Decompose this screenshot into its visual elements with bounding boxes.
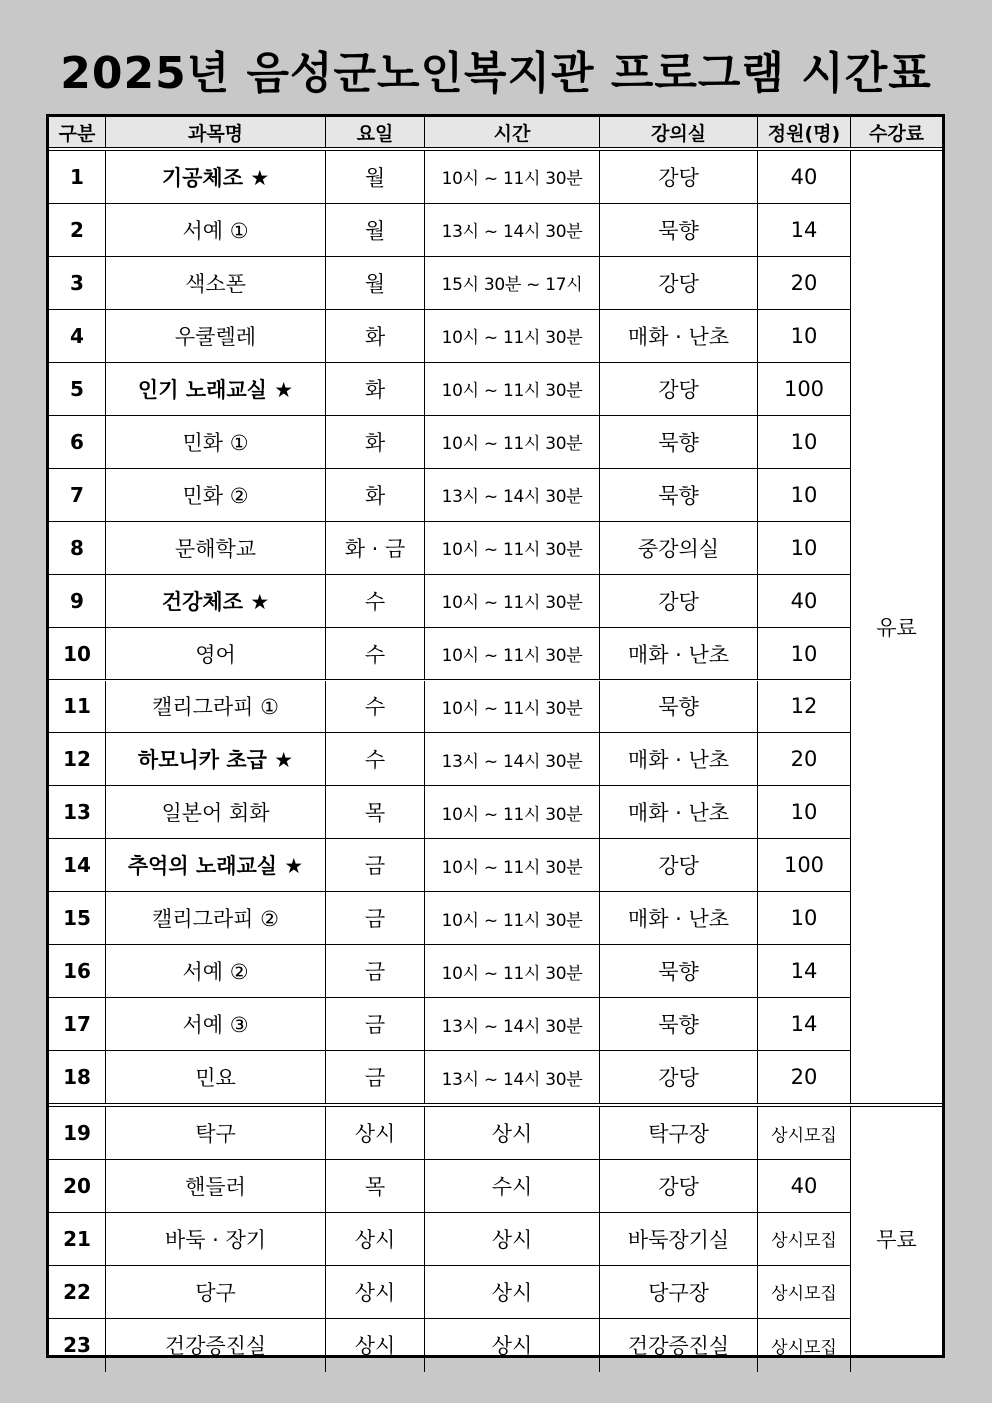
row-room: 매화 · 난초 bbox=[600, 733, 758, 786]
row-day: 금 bbox=[326, 998, 425, 1051]
row-no: 7 bbox=[49, 469, 106, 522]
row-subject: 캘리그라피 ② bbox=[106, 892, 326, 945]
row-time: 10시 ~ 11시 30분 bbox=[425, 892, 600, 945]
row-capacity: 10 bbox=[758, 310, 851, 363]
row-room: 중강의실 bbox=[600, 522, 758, 575]
row-room: 탁구장 bbox=[600, 1107, 758, 1160]
row-day: 월 bbox=[326, 151, 425, 204]
header-fee: 수강료 bbox=[851, 117, 942, 148]
row-capacity: 12 bbox=[758, 681, 851, 734]
row-no: 21 bbox=[49, 1213, 106, 1266]
row-time: 13시 ~ 14시 30분 bbox=[425, 733, 600, 786]
row-day: 금 bbox=[326, 1051, 425, 1104]
row-capacity: 상시모집 bbox=[758, 1213, 851, 1266]
row-capacity: 14 bbox=[758, 998, 851, 1051]
row-subject: 색소폰 bbox=[106, 257, 326, 310]
row-subject: 당구 bbox=[106, 1266, 326, 1319]
row-subject: 캘리그라피 ① bbox=[106, 681, 326, 734]
row-room: 강당 bbox=[600, 839, 758, 892]
row-room: 묵향 bbox=[600, 204, 758, 257]
row-day: 월 bbox=[326, 204, 425, 257]
row-no: 12 bbox=[49, 733, 106, 786]
row-no: 4 bbox=[49, 310, 106, 363]
row-room: 매화 · 난초 bbox=[600, 310, 758, 363]
row-day: 상시 bbox=[326, 1266, 425, 1319]
row-capacity: 10 bbox=[758, 892, 851, 945]
header-room: 강의실 bbox=[600, 117, 758, 148]
row-time: 15시 30분 ~ 17시 bbox=[425, 257, 600, 310]
row-subject: 기공체조 ★ bbox=[106, 151, 326, 204]
row-subject: 문해학교 bbox=[106, 522, 326, 575]
row-room: 묵향 bbox=[600, 998, 758, 1051]
row-capacity: 14 bbox=[758, 204, 851, 257]
row-day: 목 bbox=[326, 786, 425, 839]
row-time: 수시 bbox=[425, 1160, 600, 1213]
row-no: 17 bbox=[49, 998, 106, 1051]
row-no: 14 bbox=[49, 839, 106, 892]
row-no: 6 bbox=[49, 416, 106, 469]
row-time: 10시 ~ 11시 30분 bbox=[425, 151, 600, 204]
row-subject: 탁구 bbox=[106, 1107, 326, 1160]
row-room: 강당 bbox=[600, 575, 758, 628]
row-no: 19 bbox=[49, 1107, 106, 1160]
row-capacity: 10 bbox=[758, 522, 851, 575]
row-no: 15 bbox=[49, 892, 106, 945]
row-no: 18 bbox=[49, 1051, 106, 1104]
row-subject: 하모니카 초급 ★ bbox=[106, 733, 326, 786]
row-time: 10시 ~ 11시 30분 bbox=[425, 681, 600, 734]
row-day: 월 bbox=[326, 257, 425, 310]
row-time: 13시 ~ 14시 30분 bbox=[425, 1051, 600, 1104]
row-capacity: 상시모집 bbox=[758, 1319, 851, 1372]
row-room: 강당 bbox=[600, 257, 758, 310]
header-capacity: 정원(명) bbox=[758, 117, 851, 148]
row-no: 11 bbox=[49, 681, 106, 734]
row-room: 강당 bbox=[600, 363, 758, 416]
row-capacity: 100 bbox=[758, 839, 851, 892]
fee-free: 무료 bbox=[876, 1228, 917, 1253]
row-no: 3 bbox=[49, 257, 106, 310]
row-time: 13시 ~ 14시 30분 bbox=[425, 469, 600, 522]
row-time: 10시 ~ 11시 30분 bbox=[425, 363, 600, 416]
row-day: 화 bbox=[326, 469, 425, 522]
fee-paid: 유료 bbox=[851, 151, 942, 1104]
row-room: 강당 bbox=[600, 151, 758, 204]
row-day: 상시 bbox=[326, 1213, 425, 1266]
row-room: 매화 · 난초 bbox=[600, 892, 758, 945]
row-day: 수 bbox=[326, 733, 425, 786]
row-capacity: 20 bbox=[758, 733, 851, 786]
header-day: 요일 bbox=[326, 117, 425, 148]
row-time: 상시 bbox=[425, 1107, 600, 1160]
row-room: 당구장 bbox=[600, 1266, 758, 1319]
row-time: 10시 ~ 11시 30분 bbox=[425, 575, 600, 628]
row-subject: 추억의 노래교실 ★ bbox=[106, 839, 326, 892]
row-day: 금 bbox=[326, 892, 425, 945]
row-day: 화 bbox=[326, 416, 425, 469]
row-no: 10 bbox=[49, 628, 106, 681]
row-capacity: 20 bbox=[758, 257, 851, 310]
row-time: 10시 ~ 11시 30분 bbox=[425, 522, 600, 575]
row-no: 22 bbox=[49, 1266, 106, 1319]
row-capacity: 14 bbox=[758, 945, 851, 998]
row-subject: 민화 ② bbox=[106, 469, 326, 522]
row-day: 화 bbox=[326, 363, 425, 416]
row-no: 5 bbox=[49, 363, 106, 416]
header-no: 구분 bbox=[49, 117, 106, 148]
schedule-table bbox=[46, 114, 945, 1358]
row-day: 금 bbox=[326, 839, 425, 892]
row-subject: 서예 ② bbox=[106, 945, 326, 998]
row-capacity: 20 bbox=[758, 1051, 851, 1104]
row-subject: 건강체조 ★ bbox=[106, 575, 326, 628]
row-day: 화 bbox=[326, 310, 425, 363]
row-day: 목 bbox=[326, 1160, 425, 1213]
row-no: 16 bbox=[49, 945, 106, 998]
row-day: 화 · 금 bbox=[326, 522, 425, 575]
row-time: 10시 ~ 11시 30분 bbox=[425, 839, 600, 892]
row-room: 묵향 bbox=[600, 681, 758, 734]
row-capacity: 상시모집 bbox=[758, 1107, 851, 1160]
row-no: 9 bbox=[49, 575, 106, 628]
row-no: 23 bbox=[49, 1319, 106, 1372]
row-subject: 일본어 회화 bbox=[106, 786, 326, 839]
row-subject: 민화 ① bbox=[106, 416, 326, 469]
row-capacity: 10 bbox=[758, 416, 851, 469]
row-capacity: 40 bbox=[758, 151, 851, 204]
row-subject: 핸들러 bbox=[106, 1160, 326, 1213]
row-capacity: 40 bbox=[758, 1160, 851, 1213]
row-subject: 바둑 · 장기 bbox=[106, 1213, 326, 1266]
row-time: 상시 bbox=[425, 1266, 600, 1319]
row-no: 13 bbox=[49, 786, 106, 839]
row-day: 수 bbox=[326, 575, 425, 628]
row-time: 10시 ~ 11시 30분 bbox=[425, 310, 600, 363]
row-time: 10시 ~ 11시 30분 bbox=[425, 416, 600, 469]
row-subject: 인기 노래교실 ★ bbox=[106, 363, 326, 416]
row-room: 묵향 bbox=[600, 416, 758, 469]
row-no: 20 bbox=[49, 1160, 106, 1213]
row-no: 1 bbox=[49, 151, 106, 204]
row-day: 수 bbox=[326, 681, 425, 734]
row-time: 10시 ~ 11시 30분 bbox=[425, 945, 600, 998]
row-room: 바둑장기실 bbox=[600, 1213, 758, 1266]
row-time: 13시 ~ 14시 30분 bbox=[425, 998, 600, 1051]
row-room: 강당 bbox=[600, 1051, 758, 1104]
row-subject: 우쿨렐레 bbox=[106, 310, 326, 363]
row-room: 묵향 bbox=[600, 469, 758, 522]
row-room: 건강증진실 bbox=[600, 1319, 758, 1372]
row-room: 매화 · 난초 bbox=[600, 786, 758, 839]
row-day: 수 bbox=[326, 628, 425, 681]
row-no: 8 bbox=[49, 522, 106, 575]
row-time: 10시 ~ 11시 30분 bbox=[425, 628, 600, 681]
row-time: 10시 ~ 11시 30분 bbox=[425, 786, 600, 839]
row-room: 매화 · 난초 bbox=[600, 628, 758, 681]
row-capacity: 10 bbox=[758, 469, 851, 522]
row-subject: 건강증진실 bbox=[106, 1319, 326, 1372]
row-subject: 서예 ① bbox=[106, 204, 326, 257]
page-title: 2025년 음성군노인복지관 프로그램 시간표 bbox=[60, 48, 932, 99]
row-capacity: 40 bbox=[758, 575, 851, 628]
row-capacity: 상시모집 bbox=[758, 1266, 851, 1319]
row-time: 상시 bbox=[425, 1319, 600, 1372]
row-capacity: 10 bbox=[758, 628, 851, 681]
header-time: 시간 bbox=[425, 117, 600, 148]
row-time: 13시 ~ 14시 30분 bbox=[425, 204, 600, 257]
row-subject: 민요 bbox=[106, 1051, 326, 1104]
row-room: 강당 bbox=[600, 1160, 758, 1213]
row-subject: 서예 ③ bbox=[106, 998, 326, 1051]
row-no: 2 bbox=[49, 204, 106, 257]
row-day: 금 bbox=[326, 945, 425, 998]
row-capacity: 100 bbox=[758, 363, 851, 416]
row-subject: 영어 bbox=[106, 628, 326, 681]
row-time: 상시 bbox=[425, 1213, 600, 1266]
row-day: 상시 bbox=[326, 1107, 425, 1160]
row-room: 묵향 bbox=[600, 945, 758, 998]
row-day: 상시 bbox=[326, 1319, 425, 1372]
row-capacity: 10 bbox=[758, 786, 851, 839]
header-subject: 과목명 bbox=[106, 117, 326, 148]
